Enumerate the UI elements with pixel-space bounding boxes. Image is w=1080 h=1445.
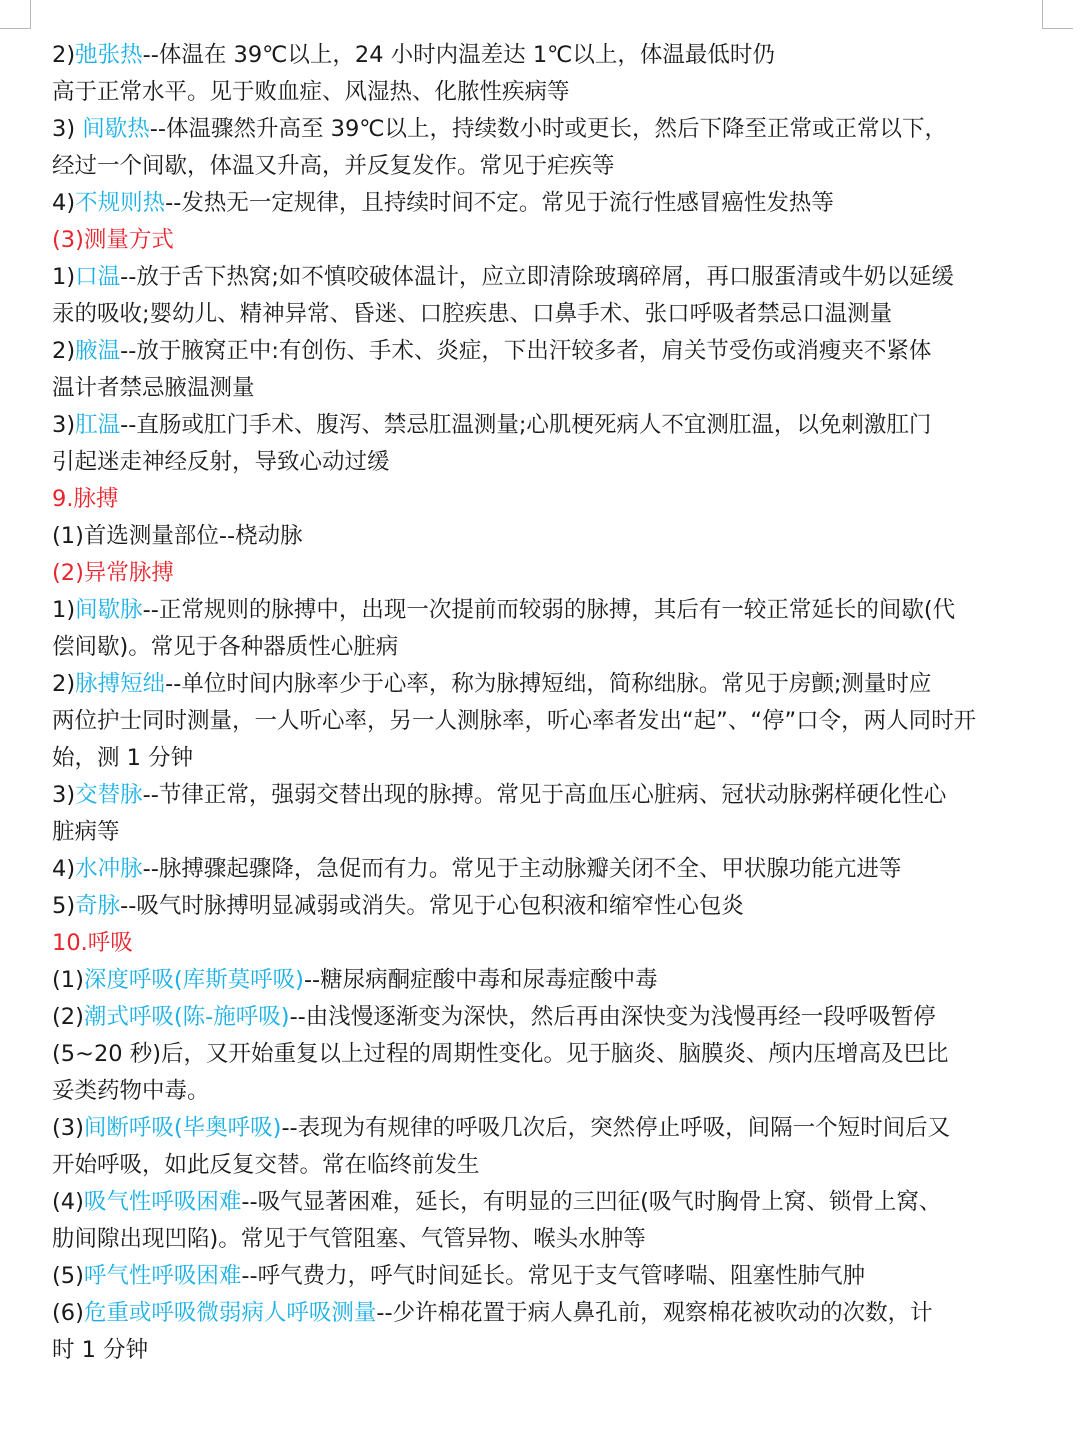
text-line — [52, 1147, 1042, 1184]
text-line — [52, 296, 1042, 333]
text-segment: 2) — [52, 671, 76, 697]
section-heading: 9.脉搏 — [52, 486, 119, 512]
term-highlight: 肛温 — [75, 412, 121, 438]
text-line — [52, 999, 1042, 1036]
text-segment: 妥类药物中毒。 — [52, 1078, 210, 1104]
text-segment: 4) — [52, 190, 76, 216]
text-segment: --放于腋窝正中:有创伤、手术、炎症，下出汗较多者，肩关节受伤或消瘦夹不紧体 — [120, 338, 932, 364]
text-segment: --少许棉花置于病人鼻孔前，观察棉花被吹动的次数，计 — [376, 1300, 933, 1326]
section-heading: (3)测量方式 — [52, 227, 174, 253]
term-highlight: 腋温 — [75, 338, 121, 364]
term-highlight: 奇脉 — [75, 893, 121, 919]
section-heading: 10.呼吸 — [52, 930, 133, 956]
text-segment: 温计者禁忌腋温测量 — [52, 375, 255, 401]
term-highlight: 间歇脉 — [75, 597, 143, 623]
term-highlight: 危重或呼吸微弱病人呼吸测量 — [83, 1300, 377, 1326]
text-segment: --由浅慢逐渐变为深快，然后再由深快变为浅慢再经一段呼吸暂停 — [289, 1004, 936, 1030]
text-segment: --糖尿病酮症酸中毒和尿毒症酸中毒 — [303, 967, 658, 993]
text-line — [52, 1073, 1042, 1110]
text-segment: --放于舌下热窝;如不慎咬破体温计，应立即清除玻璃碎屑，再口服蛋清或牛奶以延缓 — [120, 264, 954, 290]
text-line — [52, 37, 1042, 74]
text-segment: 2) — [52, 338, 76, 364]
text-segment: 引起迷走神经反射，导致心动过缓 — [52, 449, 390, 475]
document-body — [52, 37, 1042, 1369]
text-line — [52, 1221, 1042, 1258]
text-segment: --正常规则的脉搏中，出现一次提前而较弱的脉搏，其后有一较正常延长的间歇(代 — [142, 597, 956, 623]
text-segment: 5) — [52, 893, 76, 919]
text-segment: 开始呼吸，如此反复交替。常在临终前发生 — [52, 1152, 480, 1178]
text-segment: (6) — [52, 1300, 84, 1326]
text-segment: --吸气显著困难，延长，有明显的三凹征(吸气时胸骨上窝、锁骨上窝、 — [241, 1189, 942, 1215]
text-line — [52, 814, 1042, 851]
text-segment: 3) — [52, 782, 76, 808]
text-segment: 1) — [52, 264, 76, 290]
text-line — [52, 962, 1042, 999]
text-line — [52, 259, 1042, 296]
text-segment: 1) — [52, 597, 76, 623]
text-line — [52, 1110, 1042, 1147]
term-highlight: 不规则热 — [75, 190, 166, 216]
term-highlight: 脉搏短绌 — [75, 671, 166, 697]
text-segment: 经过一个间歇，体温又升高，并反复发作。常见于疟疾等 — [52, 153, 615, 179]
text-line — [52, 111, 1042, 148]
term-highlight: 吸气性呼吸困难 — [83, 1189, 242, 1215]
term-highlight: 水冲脉 — [75, 856, 143, 882]
text-segment: 偿间歇)。常见于各种器质性心脏病 — [52, 634, 399, 660]
text-segment: (3) — [52, 1115, 84, 1141]
text-segment: 3) — [52, 116, 83, 142]
text-line — [52, 555, 1042, 592]
text-segment: --体温在 39℃以上，24 小时内温差达 1℃以上，体温最低时仍 — [142, 42, 775, 68]
text-segment: 脏病等 — [52, 819, 120, 845]
text-line — [52, 925, 1042, 962]
text-line — [52, 1332, 1042, 1369]
text-segment: 肋间隙出现凹陷)。常见于气管阻塞、气管异物、喉头水肿等 — [52, 1226, 646, 1252]
term-highlight: 潮式呼吸(陈-施呼吸) — [83, 1004, 290, 1030]
text-line — [52, 222, 1042, 259]
text-segment: (2) — [52, 1004, 84, 1030]
text-line — [52, 777, 1042, 814]
text-segment: --脉搏骤起骤降，急促而有力。常见于主动脉瓣关闭不全、甲状腺功能亢进等 — [142, 856, 902, 882]
text-line — [52, 1036, 1042, 1073]
text-segment: --吸气时脉搏明显减弱或消失。常见于心包积液和缩窄性心包炎 — [120, 893, 744, 919]
text-line — [52, 1295, 1042, 1332]
text-segment: --呼气费力，呼气时间延长。常见于支气管哮喘、阻塞性肺气肿 — [241, 1263, 866, 1289]
text-line — [52, 185, 1042, 222]
text-segment: 3) — [52, 412, 76, 438]
text-segment: --节律正常，强弱交替出现的脉搏。常见于高血压心脏病、冠状动脉粥样硬化性心 — [142, 782, 947, 808]
text-segment: 2) — [52, 42, 76, 68]
term-highlight: 间断呼吸(毕奥呼吸) — [83, 1115, 282, 1141]
text-segment: --单位时间内脉率少于心率，称为脉搏短绌，简称绌脉。常见于房颤;测量时应 — [165, 671, 932, 697]
text-segment: 始，测 1 分钟 — [52, 745, 194, 771]
text-line — [52, 407, 1042, 444]
text-line — [52, 703, 1042, 740]
text-segment: --表现为有规律的呼吸几次后，突然停止呼吸，间隔一个短时间后又 — [281, 1115, 951, 1141]
page-corner-mark-right — [1042, 0, 1073, 29]
text-segment: (5) — [52, 1263, 84, 1289]
text-line — [52, 74, 1042, 111]
text-segment: --直肠或肛门手术、腹泻、禁忌肛温测量;心肌梗死病人不宜测肛温，以免刺激肛门 — [120, 412, 932, 438]
term-highlight: 弛张热 — [75, 42, 143, 68]
text-line — [52, 148, 1042, 185]
text-line — [52, 481, 1042, 518]
text-line — [52, 333, 1042, 370]
text-line — [52, 666, 1042, 703]
text-segment: 时 1 分钟 — [52, 1337, 149, 1363]
page-corner-mark-left — [0, 0, 31, 29]
text-line — [52, 888, 1042, 925]
text-line — [52, 740, 1042, 777]
term-highlight: 口温 — [75, 264, 121, 290]
text-segment: 4) — [52, 856, 76, 882]
term-highlight: 呼气性呼吸困难 — [83, 1263, 242, 1289]
text-segment: (1)首选测量部位--桡动脉 — [52, 523, 303, 549]
text-segment: (5~20 秒)后，又开始重复以上过程的周期性变化。见于脑炎、脑膜炎、颅内压增高及巴比 — [52, 1041, 949, 1067]
text-segment: (4) — [52, 1189, 84, 1215]
text-line — [52, 851, 1042, 888]
text-line — [52, 1184, 1042, 1221]
section-heading: (2)异常脉搏 — [52, 560, 174, 586]
text-segment: --体温骤然升高至 39℃以上，持续数小时或更长，然后下降至正常或正常以下， — [149, 116, 948, 142]
text-segment: (1) — [52, 967, 84, 993]
text-line — [52, 518, 1042, 555]
text-line — [52, 444, 1042, 481]
text-segment: 两位护士同时测量，一人听心率，另一人测脉率，听心率者发出“起”、“停”口令，两人同时开 — [52, 708, 977, 734]
term-highlight: 深度呼吸(库斯莫呼吸) — [83, 967, 304, 993]
term-highlight: 交替脉 — [75, 782, 143, 808]
text-line — [52, 629, 1042, 666]
term-highlight: 间歇热 — [82, 116, 150, 142]
text-segment: 汞的吸收;婴幼儿、精神异常、昏迷、口腔疾患、口鼻手术、张口呼吸者禁忌口温测量 — [52, 301, 893, 327]
text-segment: --发热无一定规律，且持续时间不定。常见于流行性感冒癌性发热等 — [165, 190, 834, 216]
text-line — [52, 592, 1042, 629]
text-line — [52, 370, 1042, 407]
text-segment: 高于正常水平。见于败血症、风湿热、化脓性疾病等 — [52, 79, 570, 105]
text-line — [52, 1258, 1042, 1295]
